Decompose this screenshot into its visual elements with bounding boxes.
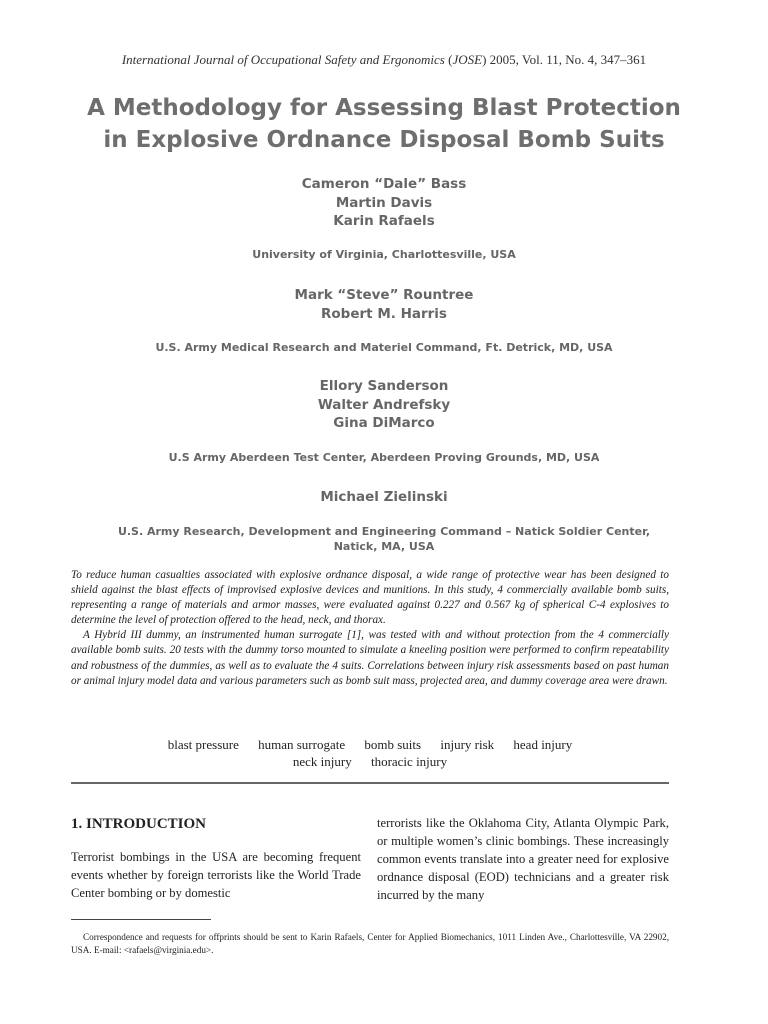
journal-abbrev: JOSE (452, 52, 483, 67)
paper-title (40, 92, 728, 156)
correspondence-footnote: Correspondence and requests for offprints should be sent to Karin Rafaels, Center for Applied Biomechanics, 1011 Linden Ave., Charlottesville, VA 22902, USA. E-mail: <rafaels@virginia.edu>. (71, 932, 669, 955)
author-group-1 (40, 175, 728, 231)
author-name: Martin Davis (335, 194, 433, 211)
author-name: Karin Rafaels (333, 213, 435, 229)
keyword: human surrogate (258, 737, 346, 752)
abstract-paragraph-2: A Hybrid III dummy, an instrumented human surrogate [1], was tested with and without protection from the 4 commercially available bomb suits. 20 tests with the dummy torso mounted to simulate a kneeling position were performed to confirm repeatability and robustness of the dummies, as well as to evaluate the 4 suits. Correlations between injury risk assessments based on past human or animal injury model data and various parameters such as bomb suit mass, projected area, and dummy coverage area were drawn. (71, 629, 669, 687)
author-name: Ellory Sanderson (319, 378, 449, 394)
author-name: Walter Andrefsky (317, 396, 451, 413)
affiliation-line: U.S. Army Research, Development and Engineering Command – Natick Soldier Center, (117, 525, 651, 538)
body-column-right (377, 814, 669, 904)
body-column-left (71, 814, 361, 902)
affiliation-line: Natick, MA, USA (333, 540, 435, 553)
author-name: Michael Zielinski (320, 489, 448, 505)
author-group-2 (40, 286, 728, 323)
affiliation-1: University of Virginia, Charlottesville, USA (252, 248, 516, 261)
affiliation-3: U.S Army Aberdeen Test Center, Aberdeen Proving Grounds, MD, USA (168, 451, 600, 464)
journal-name: International Journal of Occupational Safety and Ergonomics (121, 52, 445, 67)
title-line-1: A Methodology for Assessing Blast Protection (87, 95, 681, 121)
author-name: Mark “Steve” Rountree (294, 287, 474, 303)
affiliation-2: U.S. Army Medical Research and Materiel Command, Ft. Detrick, MD, USA (155, 341, 613, 354)
footnote-divider (71, 919, 211, 920)
author-name: Gina DiMarco (333, 415, 435, 431)
introduction-text-left: Terrorist bombings in the USA are becoming frequent events whether by foreign terrorists like the World Trade Center bombing or by domestic (71, 850, 361, 900)
keyword: bomb suits (364, 737, 422, 752)
introduction-heading: 1. INTRODUCTION (71, 816, 207, 832)
keyword: blast pressure (167, 737, 239, 752)
journal-citation: 2005, Vol. 11, No. 4, 347–361 (489, 52, 647, 67)
introduction-text-right: terrorists like the Oklahoma City, Atlanta Olympic Park, or multiple women’s clinic bombings. These increasingly common events translate into a greater need for explosive ordnance disposal (EOD) technicians and a greater risk incurred by the many (377, 816, 669, 902)
abstract (71, 568, 669, 689)
keywords (71, 736, 669, 770)
author-group-4 (40, 488, 728, 507)
abstract-paragraph-1: To reduce human casualties associated with explosive ordnance disposal, a wide range of protective wear has been designed to shield against the blast effects of improvised explosive devices and munitions. In this study, 4 commercially available bomb suits, representing a range of materials and armor masses, were evaluated against 0.227 and 0.567 kg of spherical C-4 explosives to determine the level of protection offered to the head, neck, and thorax. (71, 569, 669, 627)
keyword: head injury (513, 737, 573, 752)
section-divider (71, 782, 669, 784)
author-name: Cameron “Dale” Bass (301, 176, 467, 192)
keyword: injury risk (440, 737, 495, 752)
keyword: neck injury (292, 754, 352, 769)
author-group-3 (40, 377, 728, 433)
author-name: Robert M. Harris (321, 305, 447, 322)
title-line-2: in Explosive Ordnance Disposal Bomb Suits (103, 127, 665, 153)
affiliation-4 (40, 524, 728, 554)
keyword: thoracic injury (370, 754, 448, 769)
journal-header: International Journal of Occupational Safety and Ergonomics (JOSE) 2005, Vol. 11, No. 4, 347–361 (121, 52, 647, 67)
